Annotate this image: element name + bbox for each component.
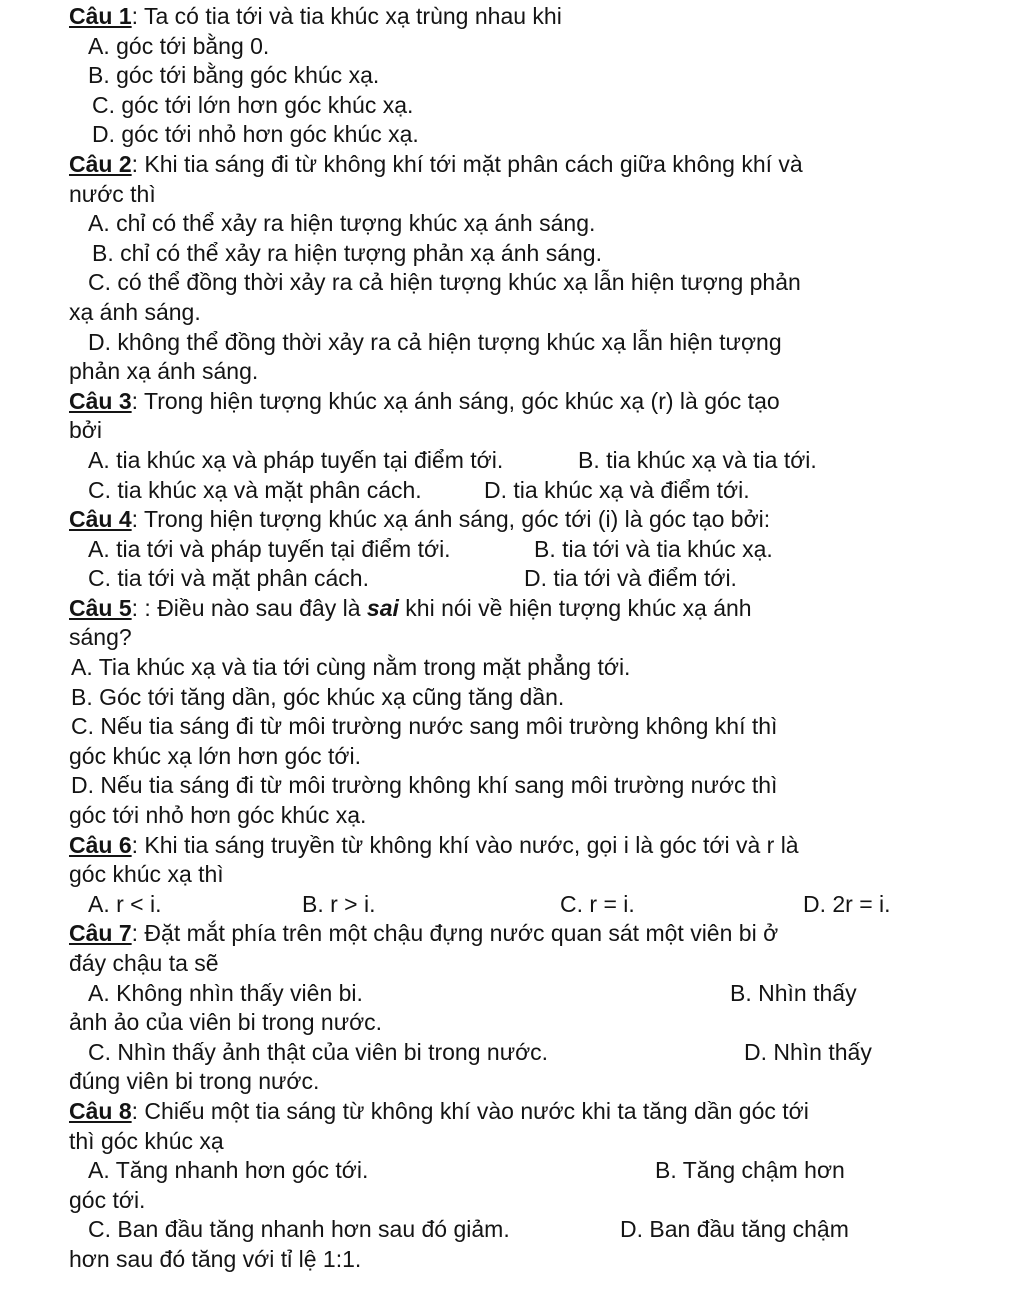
q2-text-1: : Khi tia sáng đi từ không khí tới mặt phân cách giữa không khí và <box>131 150 803 177</box>
q5-option-a: A. Tia khúc xạ và tia tới cùng nằm trong mặt phẳng tới. <box>71 654 631 681</box>
q3-option-d: D. tia khúc xạ và điểm tới. <box>484 476 750 503</box>
q2-option-a: A. chỉ có thể xảy ra hiện tượng khúc xạ ánh sáng. <box>88 210 596 237</box>
q8-text-2: thì góc khúc xạ <box>69 1127 224 1154</box>
q5-option-d: D. Nếu tia sáng đi từ môi trường không khí sang môi trường nước thì <box>71 772 778 799</box>
q1-label: Câu 1 <box>69 3 132 29</box>
q5-stem <box>0 594 1024 624</box>
q4-option-d: D. tia tới và điểm tới. <box>524 565 737 592</box>
q5-text-pre: : : Điều nào sau đây là <box>131 594 367 621</box>
q2-text-2: nước thì <box>69 180 156 207</box>
q7-option-c: C. Nhìn thấy ảnh thật của viên bi trong nước. <box>88 1038 549 1065</box>
q2-label: Câu 2 <box>69 150 132 177</box>
q5-option-c: C. Nếu tia sáng đi từ môi trường nước sang môi trường không khí thì <box>71 713 778 740</box>
q1-option-b: B. góc tới bằng góc khúc xạ. <box>88 62 380 89</box>
q8-option-d: D. Ban đầu tăng chậm <box>620 1216 849 1243</box>
q5-option-c-cont: góc khúc xạ lớn hơn góc tới. <box>69 742 362 769</box>
q6-option-d: D. 2r = i. <box>803 890 891 917</box>
q6-label: Câu 6 <box>69 831 132 858</box>
quiz-page <box>0 2 1024 1275</box>
q8-option-a: A. Tăng nhanh hơn góc tới. <box>88 1157 369 1184</box>
q5-text-post: khi nói về hiện tượng khúc xạ ánh <box>398 594 752 621</box>
q6-option-a: A. r < i. <box>88 890 162 917</box>
q4-option-a: A. tia tới và pháp tuyến tại điểm tới. <box>88 535 451 562</box>
q5-option-d-cont: góc tới nhỏ hơn góc khúc xạ. <box>69 802 367 829</box>
q7-text-2: đáy chậu ta sẽ <box>69 950 219 976</box>
q6-option-c: C. r = i. <box>560 890 635 917</box>
q8-option-b: B. Tăng chậm hơn <box>655 1157 845 1184</box>
q3-label: Câu 3 <box>69 387 132 414</box>
q7-option-b: B. Nhìn thấy <box>730 979 857 1006</box>
q4-label: Câu 4 <box>69 506 132 533</box>
q7-option-d-cont: đúng viên bi trong nước. <box>69 1068 320 1095</box>
q5-label: Câu 5 <box>69 594 132 621</box>
q4-stem <box>0 505 1024 535</box>
q3-text-2: bởi <box>69 417 102 444</box>
q1-text: : Ta có tia tới và tia khúc xạ trùng nhau khi <box>131 3 562 29</box>
q8-option-c: C. Ban đầu tăng nhanh hơn sau đó giảm. <box>88 1216 510 1243</box>
q8-stem <box>0 1097 1024 1127</box>
q2-option-d-cont: phản xạ ánh sáng. <box>69 358 259 385</box>
q2-option-c: C. có thể đồng thời xảy ra cả hiện tượng khúc xạ lẫn hiện tượng phản <box>88 269 801 296</box>
q3-option-a: A. tia khúc xạ và pháp tuyến tại điểm tới. <box>88 446 504 473</box>
q7-label: Câu 7 <box>69 920 132 947</box>
q3-option-b: B. tia khúc xạ và tia tới. <box>578 446 817 473</box>
q6-text-2: góc khúc xạ thì <box>69 861 224 888</box>
q8-label: Câu 8 <box>69 1097 132 1124</box>
q8-option-b-cont: góc tới. <box>69 1186 146 1213</box>
q3-text-1: : Trong hiện tượng khúc xạ ánh sáng, góc khúc xạ (r) là góc tạo <box>131 387 780 414</box>
q6-stem <box>0 831 1024 861</box>
q7-text-1: : Đặt mắt phía trên một chậu đựng nước quan sát một viên bi ở <box>131 920 779 947</box>
q4-option-b: B. tia tới và tia khúc xạ. <box>534 535 773 562</box>
q2-option-b: B. chỉ có thể xảy ra hiện tượng phản xạ ánh sáng. <box>92 239 602 266</box>
q5-text-emph: sai <box>366 594 399 621</box>
q2-stem <box>0 150 1024 180</box>
q6-option-b: B. r > i. <box>302 890 376 917</box>
q5-option-b: B. Góc tới tăng dần, góc khúc xạ cũng tăng dần. <box>71 683 565 710</box>
q7-option-a: A. Không nhìn thấy viên bi. <box>88 979 363 1006</box>
q7-option-b-cont: ảnh ảo của viên bi trong nước. <box>69 1009 383 1036</box>
q1-option-a: A. góc tới bằng 0. <box>88 32 270 59</box>
q6-text-1: : Khi tia sáng truyền từ không khí vào nước, gọi i là góc tới và r là <box>131 831 799 858</box>
q2-option-c-cont: xạ ánh sáng. <box>69 298 201 325</box>
q8-option-d-cont: hơn sau đó tăng với tỉ lệ 1:1. <box>69 1245 362 1272</box>
q1-stem <box>0 2 1024 32</box>
q2-option-d: D. không thể đồng thời xảy ra cả hiện tượng khúc xạ lẫn hiện tượng <box>88 328 782 355</box>
q5-text-2: sáng? <box>69 624 132 651</box>
q1-option-c: C. góc tới lớn hơn góc khúc xạ. <box>92 91 414 118</box>
q1-option-d: D. góc tới nhỏ hơn góc khúc xạ. <box>92 121 419 148</box>
q8-text-1: : Chiếu một tia sáng từ không khí vào nước khi ta tăng dần góc tới <box>131 1097 809 1124</box>
q4-text: : Trong hiện tượng khúc xạ ánh sáng, góc tới (i) là góc tạo bởi: <box>131 506 771 533</box>
q4-option-c: C. tia tới và mặt phân cách. <box>88 565 369 592</box>
q7-stem <box>0 919 1024 949</box>
q3-stem <box>0 387 1024 417</box>
q7-option-d: D. Nhìn thấy <box>744 1038 872 1065</box>
q3-option-c: C. tia khúc xạ và mặt phân cách. <box>88 476 422 503</box>
